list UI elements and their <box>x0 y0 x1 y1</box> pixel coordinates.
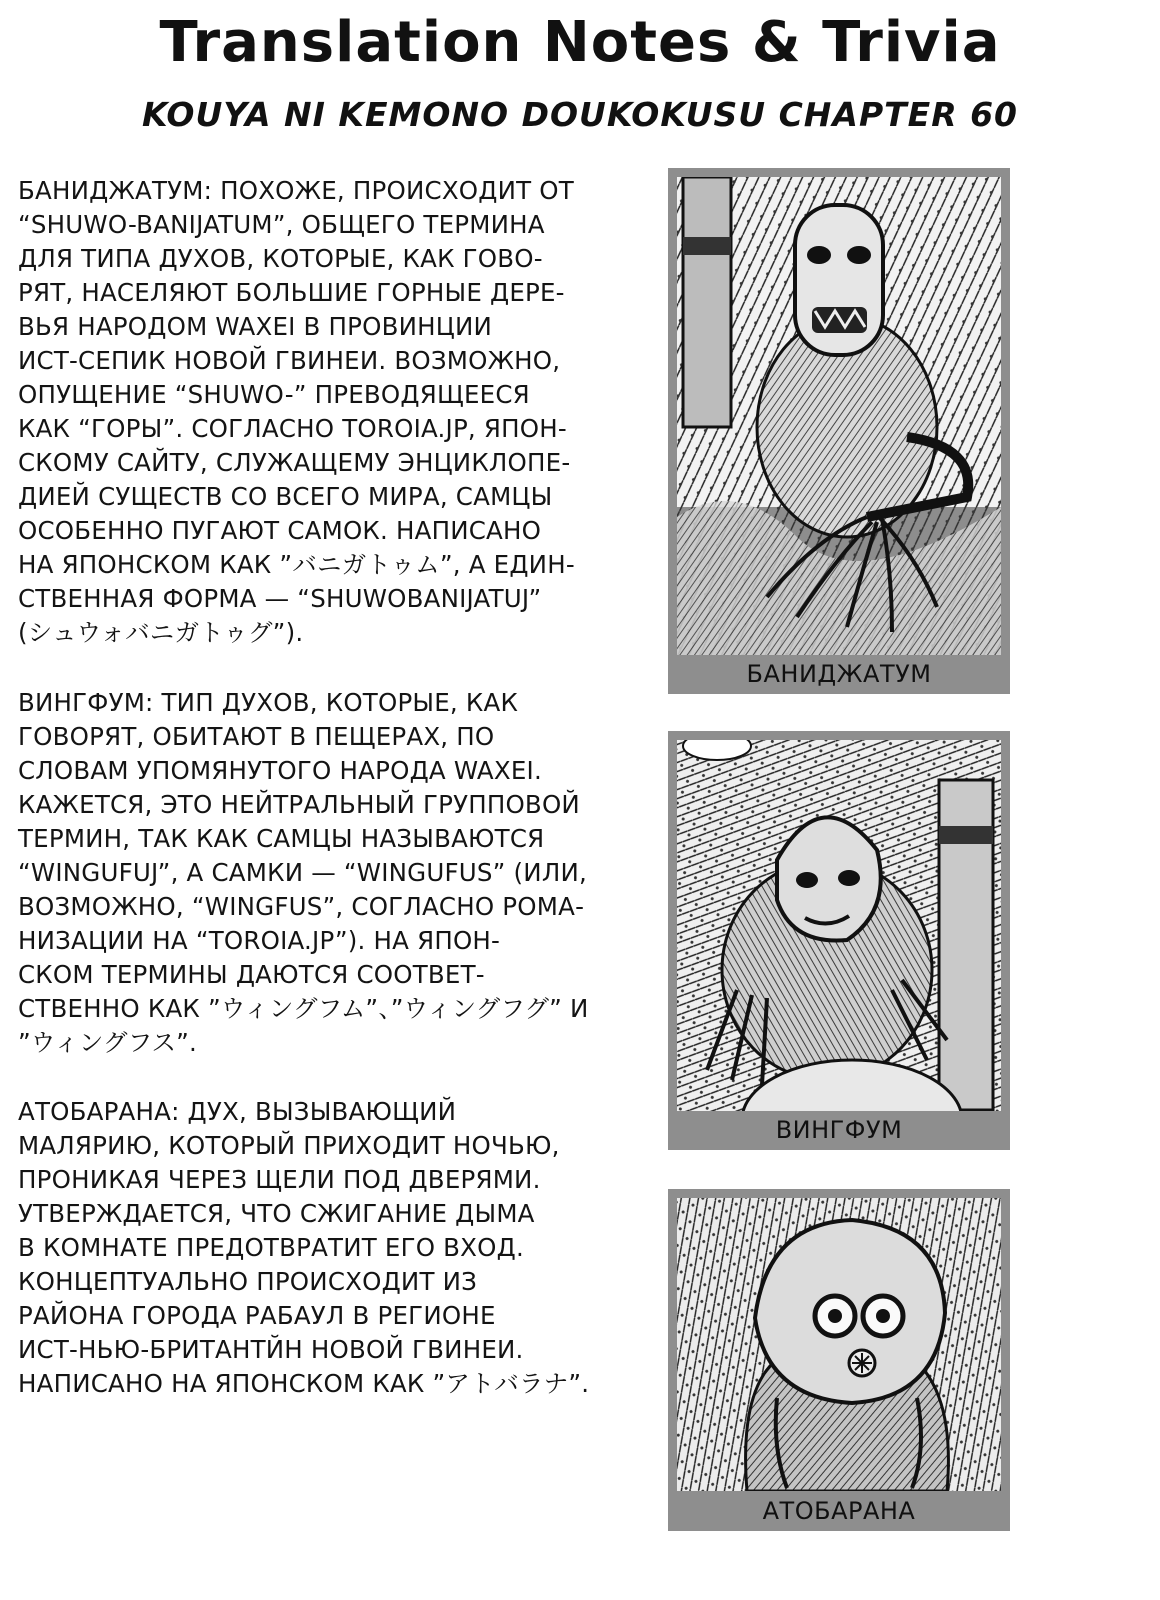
atobarana-illustration-icon <box>677 1198 1001 1491</box>
note-atobarana: АТОБАРАНА: ДУХ, ВЫЗЫВАЮЩИЙ МАЛЯРИЮ, КОТОРЫЙ ПРИХОДИТ НОЧЬЮ, ПРОНИКАЯ ЧЕРЕЗ ЩЕЛИ ПОД ДВЕРЯМИ. УТВЕРЖДАЕТСЯ, ЧТО СЖИГАНИЕ ДЫМА В КОМНАТЕ ПРЕДОТВРАТИТ ЕГО ВХОД. КОНЦЕПТУАЛЬНО ПРОИСХОДИТ ИЗ РАЙОНА ГОРОДА РАБАУЛ В РЕГИОНЕ ИСТ-НЬЮ-БРИТАНТЙН НОВОЙ ГВИНЕИ. НАПИСАНО НА ЯПОНСКОМ КАК ”アトバラナ”. <box>18 1097 590 1398</box>
panel-caption: АТОБАРАНА <box>762 1497 916 1525</box>
panel-atobarana <box>668 1189 1010 1531</box>
wingfum-illustration-icon <box>677 740 1001 1111</box>
chapter-subtitle: KOUYA NI KEMONO DOUKOKUSU CHAPTER 60 <box>141 95 1019 134</box>
baniyatum-illustration-icon <box>677 177 1001 655</box>
panel-baniyatum <box>668 168 1010 694</box>
panel-caption: БАНИДЖАТУМ <box>746 660 932 688</box>
page-title: Translation Notes & Trivia <box>159 10 1001 75</box>
note-baniyatum: БАНИДЖАТУМ: ПОХОЖЕ, ПРОИСХОДИТ ОТ “SHUWO-BANIJATUM”, ОБЩЕГО ТЕРМИНА ДЛЯ ТИПА ДУХОВ, КОТОРЫЕ, КАК ГОВО- РЯТ, НАСЕЛЯЮТ БОЛЬШИЕ ГОРНЫЕ ДЕРЕ- ВЬЯ НАРОДОМ WAXEI В ПРОВИНЦИИ ИСТ-СЕПИК НОВОЙ ГВИНЕИ. ВОЗМОЖНО, ОПУЩЕНИЕ “SHUWO-” ПРЕВОДЯЩЕЕСЯ КАК “ГОРЫ”. СОГЛАСНО TOROIA.JP, ЯПОН- СКОМУ САЙТУ, СЛУЖАЩЕМУ ЭНЦИКЛОПЕ- ДИЕЙ СУЩЕСТВ СО ВСЕГО МИРА, САМЦЫ ОСОБЕННО ПУГАЮТ САМОК. НАПИСАНО НА ЯПОНСКОМ КАК ”バニガトゥム”, А ЕДИН- СТВЕННАЯ ФОРМА — “SHUWOBANIJATUJ” (シュウォバニガトゥグ”). <box>18 176 575 647</box>
note-wingfum: ВИНГФУМ: ТИП ДУХОВ, КОТОРЫЕ, КАК ГОВОРЯТ, ОБИТАЮТ В ПЕЩЕРАХ, ПО СЛОВАМ УПОМЯНУТОГО НАРОДА WAXEI. КАЖЕТСЯ, ЭТО НЕЙТРАЛЬНЫЙ ГРУППОВОЙ ТЕРМИН, ТАК КАК САМЦЫ НАЗЫВАЮТСЯ “WINGUFUJ”, А САМКИ — “WINGUFUS” (ИЛИ, ВОЗМОЖНО, “WINGFUS”, СОГЛАСНО РОМА- НИЗАЦИИ НА “TOROIA.JP”). НА ЯПОН- СКОМ ТЕРМИНЫ ДАЮТСЯ СООТВЕТ- СТВЕННО КАК ”ウィングフム”、”ウィングフグ” И ”ウィングフス”. <box>18 688 589 1057</box>
panel-wingfum <box>668 731 1010 1150</box>
panel-caption: ВИНГФУМ <box>775 1116 903 1144</box>
